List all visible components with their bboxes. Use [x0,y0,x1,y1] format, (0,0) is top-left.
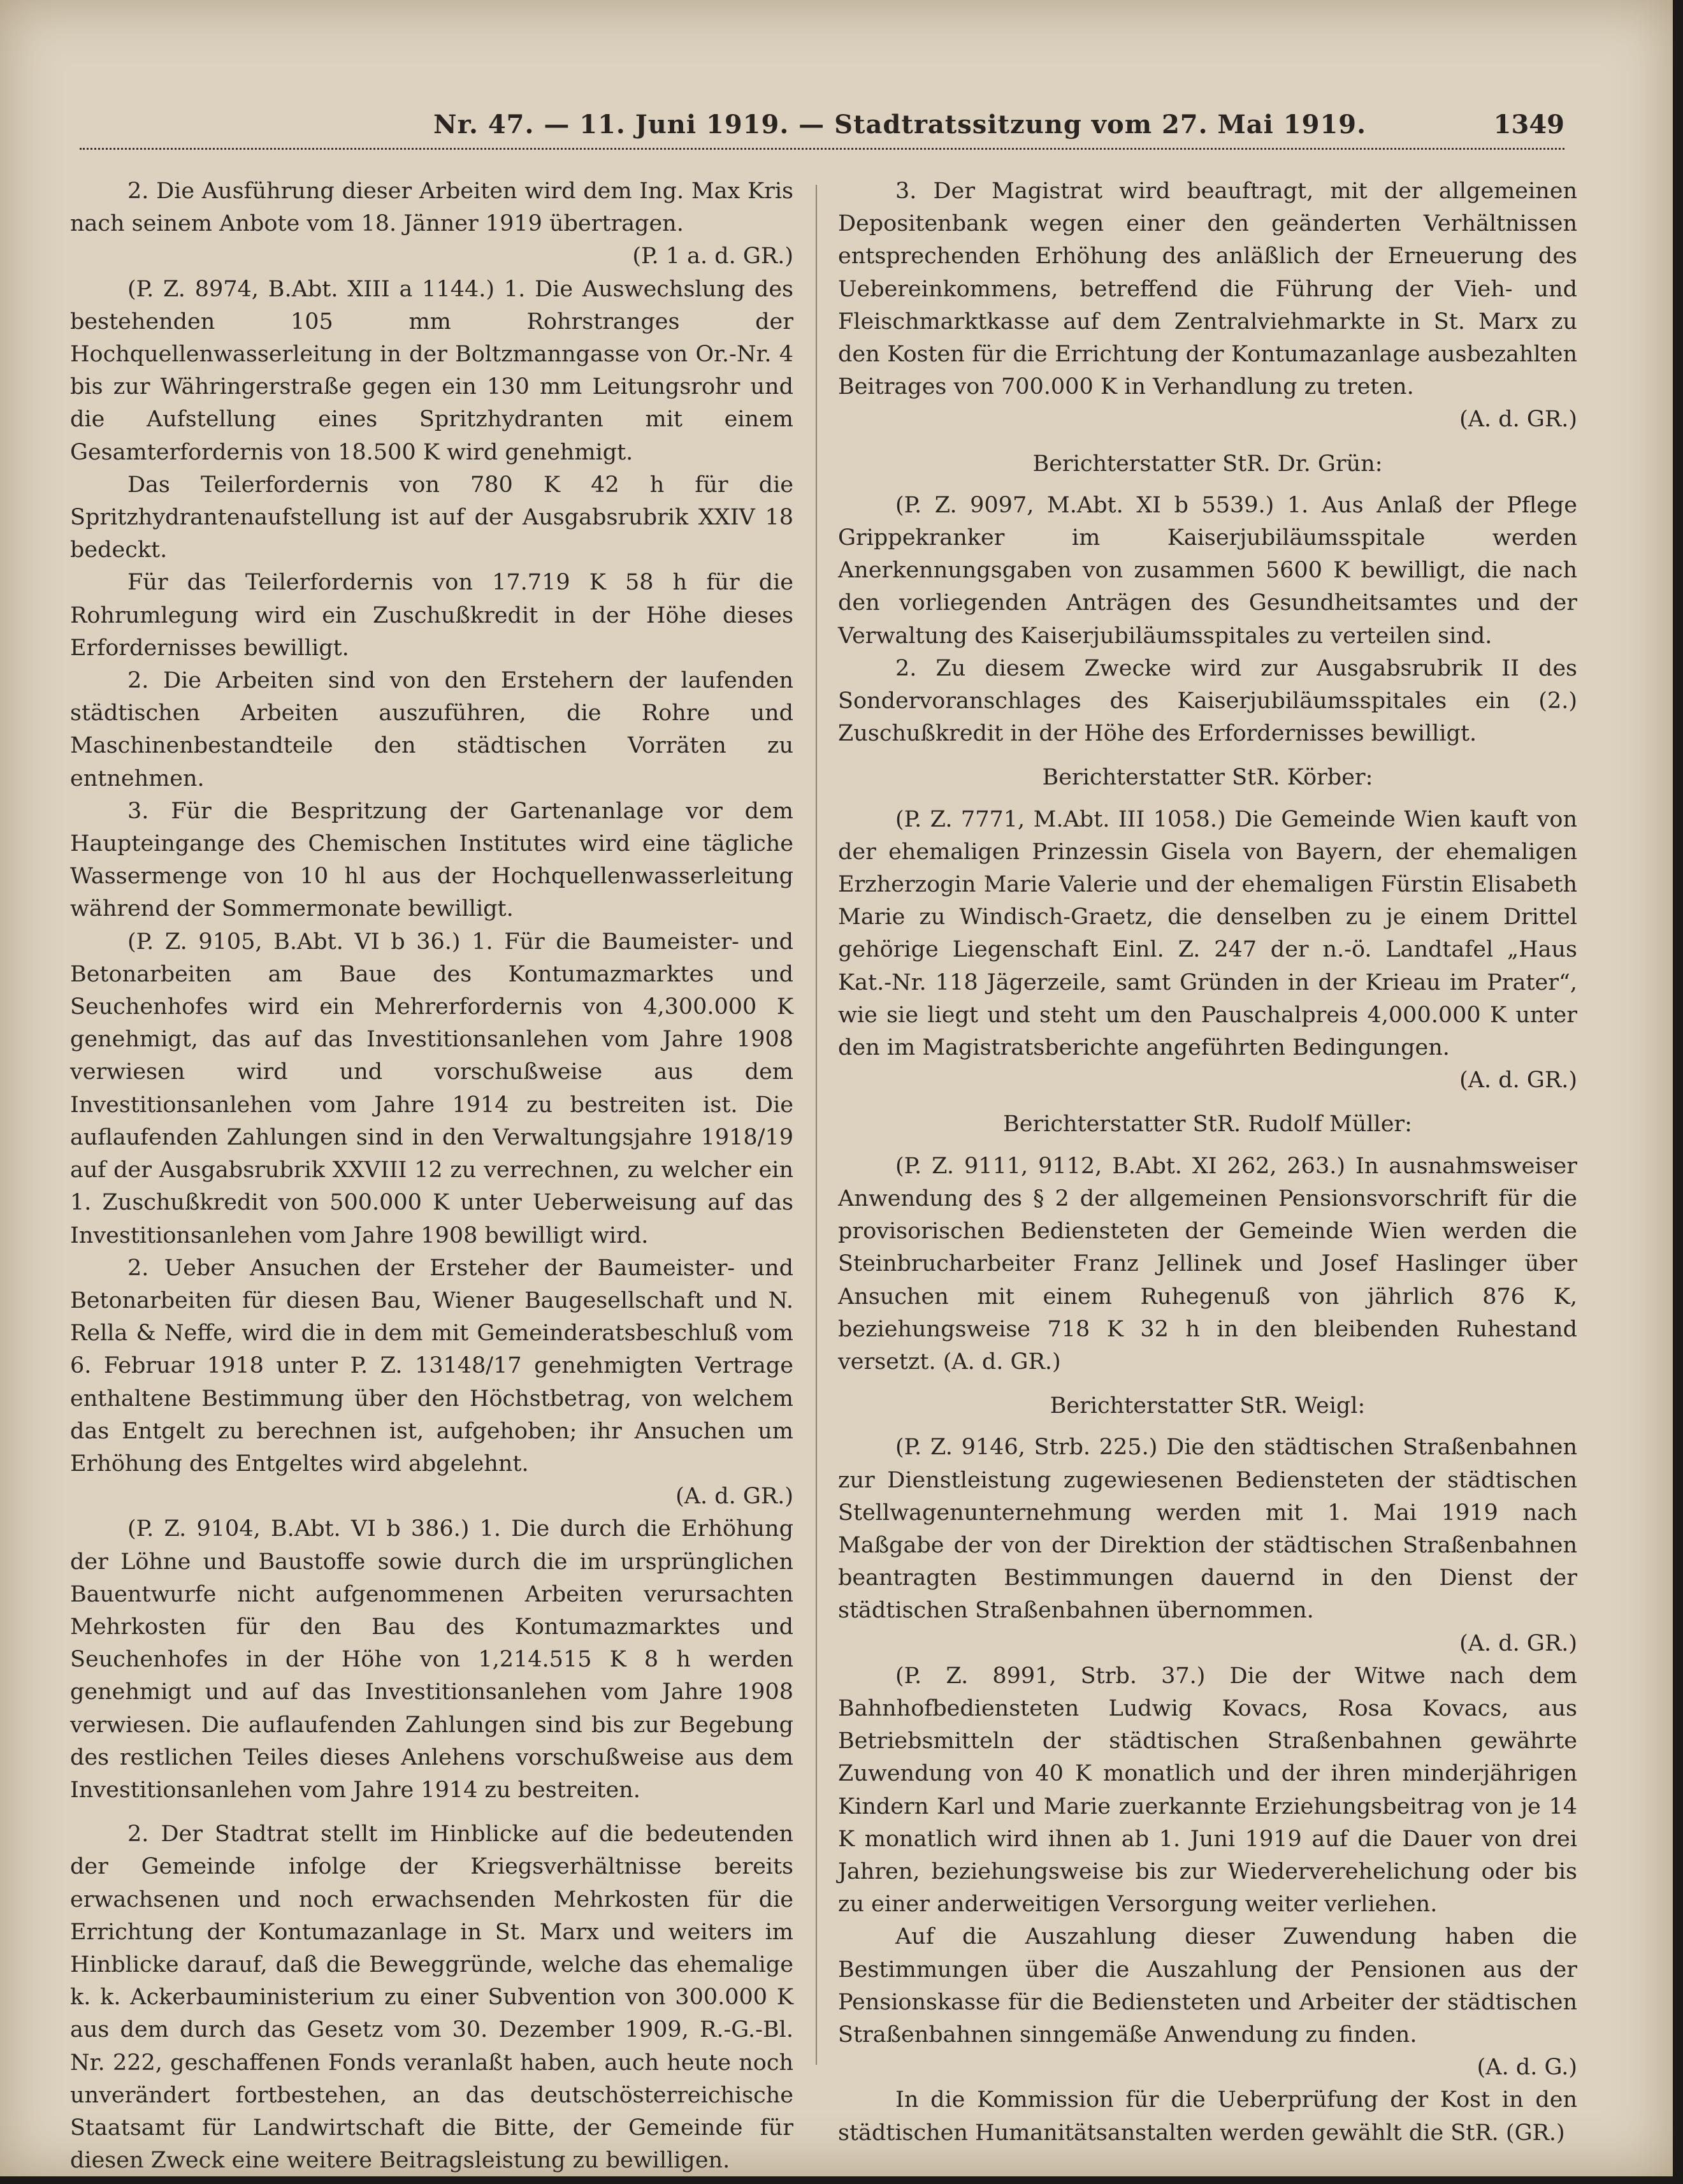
resolution-note: (A. d. GR.) [1459,1630,1577,1656]
resolution-note: (P. 1 a. d. GR.) [632,243,793,270]
paragraph: 2. Die Arbeiten sind von den Erstehern der laufenden städtischen Arbeiten auszuführen, die Rohre und Maschinenbestandteile den städtischen Vorräten zu entnehmen. [70,668,793,792]
paragraph: 3. Für die Bespritzung der Gartenanlage vor dem Haupteingange des Chemischen Institutes wird eine tägliche Wassermenge von 10 hl aus der Hochquellenwasserleitung während der Sommermonate bewilligt. [70,798,793,922]
paragraph: (P. Z. 8991, Strb. 37.) Die der Witwe nach dem Bahnhofbediensteten Ludwig Kovacs, Rosa Kovacs, aus Betriebsmitteln der städtischen Straßenbahnen gewährte Zuwendung von 40 K monatlich und der ihren minderjährigen Kindern Karl und Marie zuerkannte Erziehungsbeitrag von je 14 K monatlich wird ihnen ab 1. Juni 1919 auf die Dauer von drei Jahren, beziehungsweise bis zur Wiederverehelichung oder bis zu einer anderweitigen Versorgung weiter verliehen. [838,1663,1577,1918]
page-number: 1349 [1493,110,1564,140]
paragraph: Auf die Auszahlung dieser Zuwendung haben die Bestimmungen über die Auszahlung der Pensionen aus der Pensionskasse für die Bediensteten und Arbeiter der städtischen Straßenbahnen sinngemäße Anwendung zu finden. [838,1924,1577,2048]
header-title: Nr. 47. — 11. Juni 1919. — Stadtratssitzung vom 27. Mai 1919. [433,110,1367,140]
paragraph: (P. Z. 9146, Strb. 225.) Die den städtischen Straßenbahnen zur Dienstleistung zugewiesenen Bediensteten der städtischen Stellwagenunternehmung werden mit 1. Mai 1919 nach Maßgabe der von der Direktion der städtischen Straßenbahnen beantragten Bestimmungen dauernd in den Dienst der städtischen Straßenbahnen übernommen. [838,1435,1577,1624]
reporter-heading: Berichterstatter StR. Körber: [1042,765,1373,791]
column-divider [816,185,817,2065]
paragraph: In die Kommission für die Ueberprüfung der Kost in den städtischen Humanitätsanstalten werden gewählt die StR. (GR.) [838,2087,1577,2146]
header-rule [80,148,1564,150]
paragraph: (P. Z. 9097, M.Abt. XI b 5539.) 1. Aus Anlaß der Pflege Grippekranker im Kaiserjubiläumsspitale werden Anerkennungsgaben von zusammen 5600 K bewilligt, die nach den vorliegenden Anträgen des Gesundheitsamtes und der Verwaltung des Kaiserjubiläumsspitales zu verteilen sind. [838,492,1577,649]
paragraph: (P. Z. 9111, 9112, B.Abt. XI 262, 263.) In ausnahmsweiser Anwendung des § 2 der allgemeinen Pensionsvorschrift für die provisorischen Bediensteten der Gemeinde Wien werden die Steinbrucharbeiter Franz Jellinek und Josef Haslinger über Ansuchen mit einem Ruhegenuß von jährlich 876 K, beziehungsweise 718 K 32 h in den bleibenden Ruhestand versetzt. (A. d. GR.) [838,1153,1577,1375]
reporter-heading: Berichterstatter StR. Weigl: [1050,1393,1366,1419]
resolution-note: (A. d. GR.) [1459,407,1577,433]
paragraph: 2. Der Stadtrat stellt im Hinblicke auf die bedeutenden der Gemeinde infolge der Kriegsverhältnisse bereits erwachsenen und noch erwachsenden Mehrkosten für die Errichtung der Kontumazanlage in St. Marx und weiters im Hinblicke darauf, daß die Beweggründe, welche das ehemalige k. k. Ackerbauministerium zu einer Subvention von 300.000 K aus dem durch das Gesetz vom 30. Dezember 1909, R.-G.-Bl. Nr. 222, geschaffenen Fonds veranlaßt haben, auch heute noch unverändert fortbestehen, an das deutschösterreichische Staatsamt für Landwirtschaft die Bitte, der Gemeinde für diesen Zweck eine weitere Beitragsleistung zu bewilligen. [70,1821,793,2174]
paragraph: Für das Teilerfordernis von 17.719 K 58 h für die Rohrumlegung wird ein Zuschußkredit in der Höhe dieses Erfordernisses bewilligt. [70,570,793,661]
paragraph: Das Teilerfordernis von 780 K 42 h für die Spritzhydrantenaufstellung ist auf der Ausgabsrubrik XXIV 18 bedeckt. [70,472,793,563]
resolution-note: (A. d. GR.) [1459,1067,1577,1094]
paragraph: (P. Z. 9105, B.Abt. VI b 36.) 1. Für die Baumeister- und Betonarbeiten am Baue des Kontumazmarktes und Seuchenhofes wird ein Mehrerfordernis von 4,300.000 K genehmigt, das auf das Investitionsanlehen vom Jahre 1908 verwiesen wird und vorschußweise aus dem Investitionsanlehen vom Jahre 1914 zu bestreiten ist. Die auflaufenden Zahlungen sind in den Verwaltungsjahre 1918/19 auf der Ausgabsrubrik XXVIII 12 zu verrechnen, zu welcher ein 1. Zuschußkredit von 500.000 K unter Ueberweisung auf das Investitionsanlehen vom Jahre 1908 bewilligt wird. [70,929,793,1248]
resolution-note: (A. d. G.) [1477,2055,1577,2081]
paragraph: (P. Z. 7771, M.Abt. III 1058.) Die Gemeinde Wien kauft von der ehemaligen Prinzessin Gisela von Bayern, der ehemaligen Erzherzogin Marie Valerie und der ehemaligen Fürstin Elisabeth Marie zu Windisch-Graetz, die denselben zu je einem Drittel gehörige Liegenschaft Einl. Z. 247 der n.-ö. Landtafel „Haus Kat.-Nr. 118 Jägerzeile, samt Gründen in der Krieau im Prater“, wie sie liegt und steht um den Pauschalpreis 4,000.000 K unter den im Magistratsberichte angeführten Bedingungen. [838,806,1577,1061]
paragraph: (P. Z. 9104, B.Abt. VI b 386.) 1. Die durch die Erhöhung der Löhne und Baustoffe sowie durch die im ursprünglichen Bauentwurfe nicht aufgenommenen Arbeiten verursachten Mehrkosten für den Bau des Kontumazmarktes und Seuchenhofes in der Höhe von 1,214.515 K 8 h werden genehmigt und auf das Investitionsanlehen vom Jahre 1908 verwiesen. Die auflaufenden Zahlungen sind bis zur Begebung des restlichen Teiles dieses Anlehens vorschußweise aus dem Investitionsanlehen vom Jahre 1914 zu bestreiten. [70,1516,793,1803]
paragraph: 2. Die Ausführung dieser Arbeiten wird dem Ing. Max Kris nach seinem Anbote vom 18. Jänner 1919 übertragen. [70,178,793,237]
reporter-heading: Berichterstatter StR. Rudolf Müller: [1003,1111,1412,1138]
right-column [838,175,1577,2150]
paragraph: 2. Ueber Ansuchen der Ersteher der Baumeister- und Betonarbeiten für diesen Bau, Wiener Baugesellschaft und N. Rella & Neffe, wird die in dem mit Gemeinderatsbeschluß vom 6. Februar 1918 unter P. Z. 13148/17 genehmigten Vertrage enthaltene Bestimmung über den Höchstbetrag, von welchem das Entgelt zu berechnen ist, aufgehoben; ihr Ansuchen um Erhöhung des Entgeltes wird abgelehnt. [70,1255,793,1477]
reporter-heading: Berichterstatter StR. Dr. Grün: [1032,451,1383,477]
paragraph: (P. Z. 8974, B.Abt. XIII a 1144.) 1. Die Auswechslung des bestehenden 105 mm Rohrstranges der Hochquellenwasserleitung in der Boltzmanngasse von Or.-Nr. 4 bis zur Währingerstraße gegen ein 130 mm Leitungsrohr und die Aufstellung eines Spritzhydranten mit einem Gesamterfordernis von 18.500 K wird genehmigt. [70,276,793,465]
paragraph: 2. Zu diesem Zwecke wird zur Ausgabsrubrik II des Sondervoranschlages des Kaiserjubiläumsspitales ein (2.) Zuschußkredit in der Höhe des Erfordernisses bewilligt. [838,655,1577,747]
resolution-note: (A. d. GR.) [675,1484,793,1510]
left-column [70,175,793,2176]
paragraph: 3. Der Magistrat wird beauftragt, mit der allgemeinen Depositenbank wegen einer den geänderten Verhältnissen entsprechenden Erhöhung des anläßlich der Erneuerung des Uebereinkommens, betreffend die Führung der Vieh- und Fleischmarktkasse auf dem Zentralviehmarkte in St. Marx zu den Kosten für die Errichtung der Kontumazanlage ausbezahlten Beitrages von 700.000 K in Verhandlung zu treten. [838,178,1577,400]
